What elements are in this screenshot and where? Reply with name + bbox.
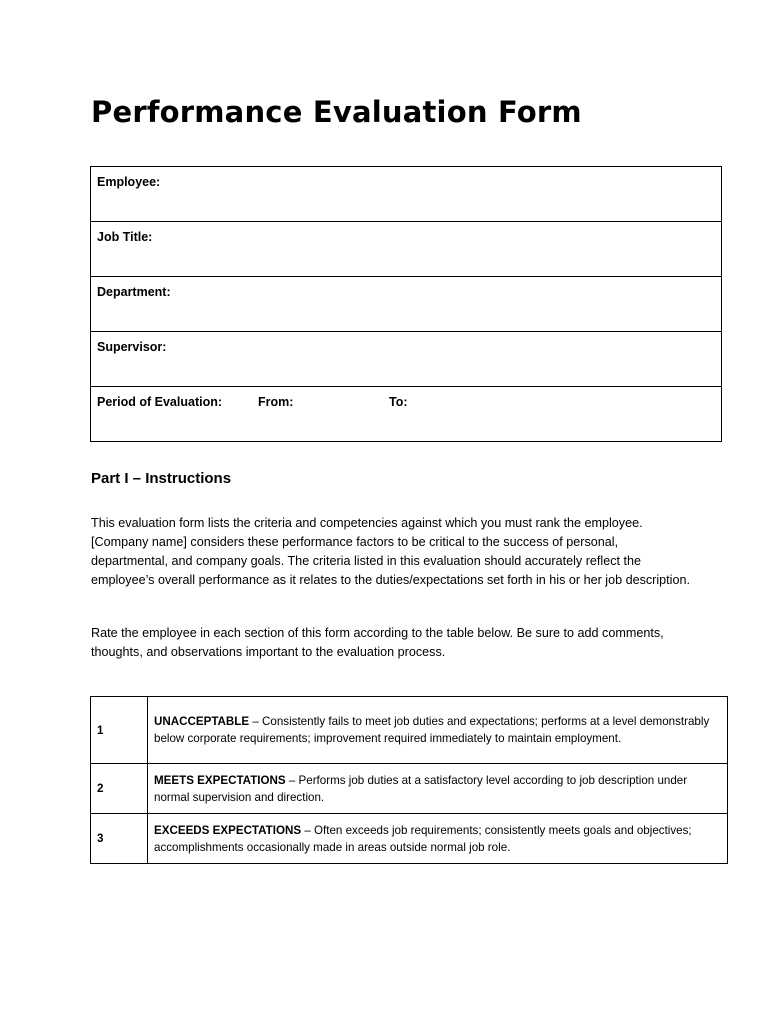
period-label: Period of Evaluation:	[97, 395, 223, 409]
rating-number: 2	[91, 764, 148, 814]
department-field[interactable]	[91, 277, 722, 332]
period-row	[91, 387, 722, 442]
instructions-paragraph-2: Rate the employee in each section of this form according to the table below. Be sure to add comments, thoughts, and observations important to the evaluation process.	[91, 626, 664, 659]
rating-scale-table	[90, 696, 728, 864]
to-label: To:	[389, 395, 408, 409]
from-label: From:	[258, 395, 294, 409]
rating-description: – Performs job duties at a satisfactory level according to job description under normal supervision and direction.	[154, 773, 688, 804]
department-row	[91, 277, 722, 332]
department-label: Department:	[97, 285, 171, 299]
period-field[interactable]	[91, 387, 722, 442]
period-line	[97, 387, 715, 417]
page-title: Performance Evaluation Form	[91, 95, 582, 129]
rating-row	[91, 697, 728, 764]
rating-description-cell	[148, 814, 728, 864]
rating-description-cell	[148, 764, 728, 814]
rating-description: – Often exceeds job requirements; consistently meets goals and objectives; accomplishments occasionally made in areas outside normal job role.	[154, 823, 692, 854]
job-title-row	[91, 222, 722, 277]
employee-row	[91, 167, 722, 222]
instructions-heading: Part I – Instructions	[91, 470, 232, 487]
job-title-field[interactable]	[91, 222, 722, 277]
supervisor-label: Supervisor:	[97, 340, 167, 354]
rating-number: 1	[91, 697, 148, 764]
rating-title: UNACCEPTABLE	[154, 715, 250, 728]
employee-info-table	[90, 166, 722, 442]
supervisor-row	[91, 332, 722, 387]
job-title-label: Job Title:	[97, 230, 153, 244]
employee-label: Employee:	[97, 175, 161, 189]
rating-description: – Consistently fails to meet job duties and expectations; performs at a level demonstrably below corporate requirements; improvement required immediately to maintain employment.	[154, 715, 710, 745]
rating-title: EXCEEDS EXPECTATIONS	[154, 823, 302, 837]
rating-description-cell	[148, 697, 728, 764]
rating-row	[91, 764, 728, 814]
rating-row	[91, 814, 728, 864]
supervisor-field[interactable]	[91, 332, 722, 387]
rating-title: MEETS EXPECTATIONS	[154, 773, 286, 787]
instructions-paragraph-1: This evaluation form lists the criteria and competencies against which you must rank the employee. [Company name] considers these performance factors to be critical to the success of personal, departmental, and company goals. The criteria listed in this evaluation should accurately reflect the employee’s overall performance as it relates to the duties/expectations set forth in his or her job description.	[91, 516, 690, 587]
rating-number: 3	[91, 814, 148, 864]
employee-field[interactable]	[91, 167, 722, 222]
